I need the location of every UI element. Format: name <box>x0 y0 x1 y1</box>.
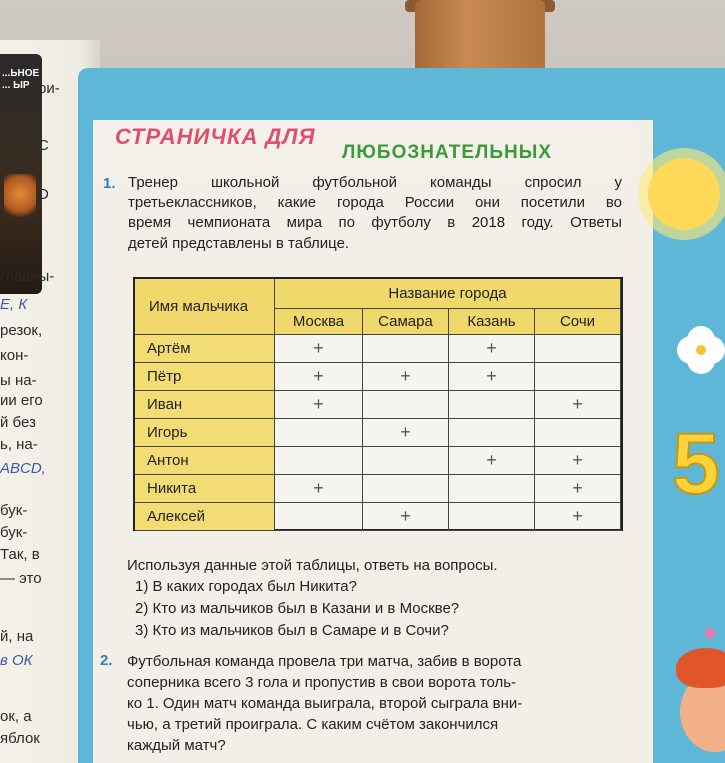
table-mark-cell: + <box>275 335 363 363</box>
row-name-cell: Артём <box>135 335 275 363</box>
task1-word: футбольной <box>312 174 398 191</box>
task2-line: соперника всего 3 гола и пропустив в свои ворота толь- <box>127 674 517 691</box>
table-mark-cell: + <box>275 475 363 503</box>
table-mark-cell <box>275 447 363 475</box>
task1-word: какие <box>277 194 317 211</box>
digit-five-illustration: 5 <box>672 416 720 512</box>
left-page-line: С <box>38 137 49 154</box>
task1-word: команды <box>430 174 492 191</box>
table-mark-cell <box>449 419 535 447</box>
table-mark-cell <box>363 475 449 503</box>
task2-line: каждый матч? <box>127 737 226 754</box>
row-name-cell: Алексей <box>135 503 275 531</box>
star-icon: ✦ <box>700 621 721 648</box>
left-page-line: яблок <box>0 730 40 747</box>
table-mark-cell: + <box>535 475 621 503</box>
flower-center <box>696 345 706 355</box>
left-page-line: кон- <box>0 347 29 364</box>
left-page-line: бук- <box>0 502 28 519</box>
table-mark-cell: + <box>449 447 535 475</box>
book-cover-title: ...ЬНОЕ ... ЫР <box>2 68 40 91</box>
left-page-line: ABCD, <box>0 460 46 477</box>
table-mark-cell <box>363 447 449 475</box>
header-title-part1: СТРАНИЧКА ДЛЯ <box>115 124 316 149</box>
task1-word: чемпионата <box>187 214 271 231</box>
task1-word: детей представлены в таблице. <box>128 235 350 252</box>
task1-word: школьной <box>210 174 280 191</box>
task1-word: у <box>614 174 622 191</box>
table-mark-cell: + <box>275 363 363 391</box>
task1-word: третьеклассников, <box>128 194 257 211</box>
task1-word: спросил <box>524 174 582 191</box>
left-page-line: й, на <box>0 628 34 645</box>
table-mark-cell: + <box>449 335 535 363</box>
task1-word: России <box>404 194 455 211</box>
row-name-cell: Иван <box>135 391 275 419</box>
table-mark-cell <box>449 503 535 531</box>
table-mark-cell <box>363 335 449 363</box>
task1-word: они <box>474 194 500 211</box>
table-mark-cell <box>275 419 363 447</box>
cities-table <box>133 277 623 531</box>
city-column-header: Казань <box>449 309 535 335</box>
task1-word: по <box>338 214 355 231</box>
question-3: 3) Кто из мальчиков был в Самаре и в Сочи? <box>135 622 449 639</box>
task2-line: ко 1. Один матч команда выиграла, второй сыграла вни- <box>127 695 523 712</box>
left-page-line: — это <box>0 570 42 587</box>
row-name-cell: Антон <box>135 447 275 475</box>
task1-word: посетили <box>520 194 585 211</box>
city-column-header: Самара <box>363 309 449 335</box>
name-column-header: Имя мальчика <box>135 279 275 335</box>
task1-word: Ответы <box>570 214 622 231</box>
task1-word: города <box>336 194 384 211</box>
table-mark-cell <box>535 419 621 447</box>
city-column-header: Москва <box>275 309 363 335</box>
left-page-line: бук- <box>0 524 28 541</box>
table-mark-cell <box>535 335 621 363</box>
table-mark-cell: + <box>275 391 363 419</box>
task1-word: во <box>605 194 622 211</box>
questions-intro: Используя данные этой таблицы, ответь на вопросы. <box>127 557 498 574</box>
table-mark-cell: + <box>535 391 621 419</box>
left-page-line: главны- <box>0 268 55 285</box>
left-page-line: й без <box>0 414 36 431</box>
task1-line <box>128 174 622 191</box>
row-name-cell: Никита <box>135 475 275 503</box>
city-column-header: Сочи <box>535 309 621 335</box>
left-page-line: ь, на- <box>0 436 38 453</box>
task1-word: футболу <box>371 214 431 231</box>
task2-number: 2. <box>100 652 113 669</box>
left-page-line: ы на- <box>0 372 37 389</box>
table-mark-cell: + <box>363 363 449 391</box>
left-page-line: резок, <box>0 322 43 339</box>
table-mark-cell: + <box>363 419 449 447</box>
left-page-line: Е, К <box>0 296 28 313</box>
left-page-line: ии его <box>0 392 43 409</box>
task1-word: в <box>447 214 456 231</box>
table-mark-cell <box>363 391 449 419</box>
table-mark-cell <box>275 503 363 531</box>
left-page-line: ок, а <box>0 708 32 725</box>
fox-illustration <box>4 174 36 224</box>
table-mark-cell: + <box>363 503 449 531</box>
table-mark-cell <box>449 391 535 419</box>
task1-word: время <box>128 214 172 231</box>
task1-word: году. <box>521 214 554 231</box>
task1-number: 1. <box>103 175 116 192</box>
table-mark-cell: + <box>535 447 621 475</box>
table-mark-cell <box>449 475 535 503</box>
child-hair-illustration <box>676 648 725 688</box>
task1-word: мира <box>286 214 323 231</box>
question-2: 2) Кто из мальчиков был в Казани и в Москве? <box>135 600 460 617</box>
task1-line <box>128 235 428 252</box>
left-page-line: в ОК <box>0 652 33 669</box>
sun-illustration <box>648 158 720 230</box>
task1-line <box>128 194 622 211</box>
task1-word: Тренер <box>128 174 178 191</box>
task2-line: чью, а третий проиграла. С каким счётом закончился <box>127 716 499 733</box>
city-group-header: Название города <box>275 279 621 309</box>
table-mark-cell: + <box>449 363 535 391</box>
task1-word: 2018 <box>471 214 506 231</box>
table-mark-cell <box>535 363 621 391</box>
task2-line: Футбольная команда провела три матча, забив в ворота <box>127 653 522 670</box>
row-name-cell: Игорь <box>135 419 275 447</box>
left-page-line: Так, в <box>0 546 40 563</box>
header-title-part2: ЛЮБОЗНАТЕЛЬНЫХ <box>342 142 553 163</box>
task1-line <box>128 214 622 231</box>
left-page-line: D <box>38 186 49 203</box>
table-mark-cell: + <box>535 503 621 531</box>
question-1: 1) В каких городах был Никита? <box>135 578 357 595</box>
book-cover-thumbnail <box>0 54 42 294</box>
row-name-cell: Пётр <box>135 363 275 391</box>
left-page-line: ри- <box>38 80 60 97</box>
